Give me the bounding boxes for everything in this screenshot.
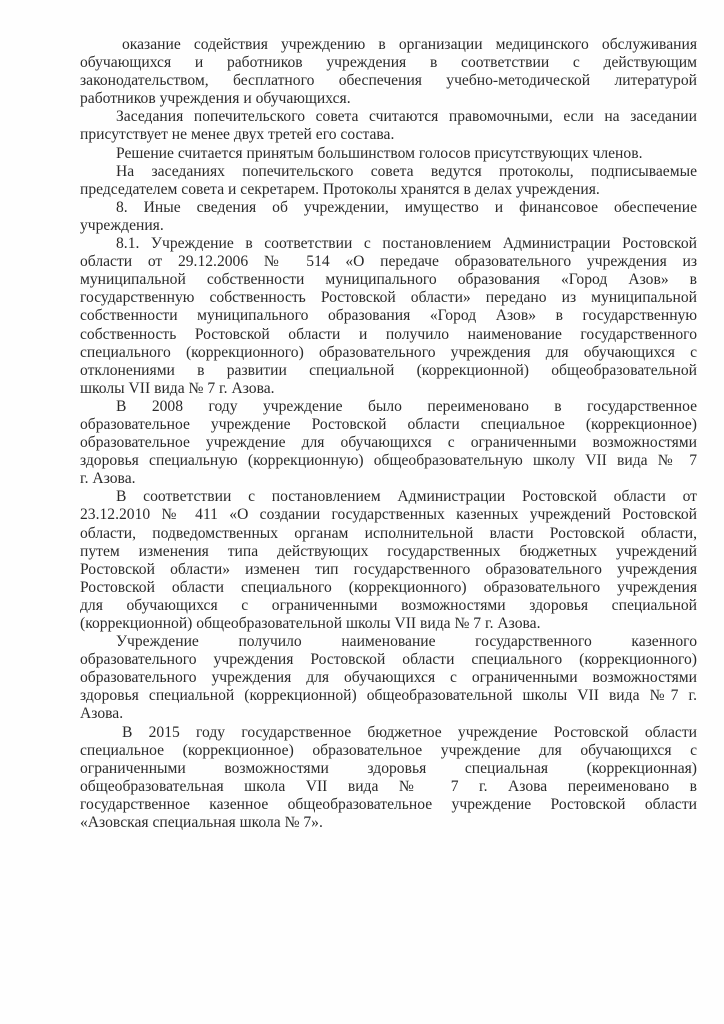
text-line: Учреждение получило наименование государственного казенного <box>116 633 697 651</box>
text-line: отклонениями в развитии специальной (коррекционной) общеобразовательной <box>80 361 697 379</box>
text-line: Ростовской области специального (коррекционного) образовательного учреждения <box>80 578 697 596</box>
text-line: Ростовской области» изменен тип государственного образовательного учреждения <box>80 560 697 578</box>
text-line: специальное (коррекционное) образовательное учреждение для обучающихся с <box>80 741 697 759</box>
text-line: законодательством, бесплатного обеспечения учебно-методической литературой <box>80 72 697 90</box>
text-line: образовательное учреждение для обучающихся с ограниченными возможностями <box>80 434 697 452</box>
text-line: В 2008 году учреждение было переименовано в государственное <box>116 397 697 415</box>
text-line: 8.1. Учреждение в соответствии с постановлением Администрации Ростовской <box>116 235 697 253</box>
text-line: здоровья специальную (коррекционную) общеобразовательную школу VII вида № 7 <box>80 452 697 470</box>
text-line: 8. Иные сведения об учреждении, имущество и финансовое обеспечение <box>116 198 697 216</box>
text-line: путем изменения типа действующих государственных бюджетных учреждений <box>80 542 697 560</box>
text-line: области от 29.12.2006 № 514 «О передаче образовательного учреждения из <box>80 253 697 271</box>
text-line: ограниченными возможностями здоровья специальная (коррекционная) <box>80 759 697 777</box>
text-line: оказание содействия учреждению в организации медицинского обслуживания <box>122 36 697 53</box>
text-line: г. Азова. <box>80 470 136 488</box>
text-line: области, подведомственных органам исполнительной власти Ростовской области, <box>80 524 697 542</box>
text-line: Азова. <box>80 705 124 723</box>
text-line: обучающихся и работников учреждения в соответствии с действующим <box>80 54 697 72</box>
text-line: образовательного учреждения Ростовской области специального (коррекционного) <box>80 651 697 669</box>
text-line: председателем совета и секретарем. Протоколы хранятся в делах учреждения. <box>80 180 600 198</box>
text-line: школы VII вида № 7 г. Азова. <box>80 379 275 397</box>
text-line: В соответствии с постановлением Администрации Ростовской области от <box>116 488 697 506</box>
text-line: В 2015 году государственное бюджетное учреждение Ростовской области <box>122 723 697 741</box>
text-line: общеобразовательная школа VII вида № 7 г. Азова переименовано в <box>80 777 697 795</box>
text-line: муниципальной собственности муниципального образования «Город Азов» в <box>80 271 697 289</box>
text-line: Заседания попечительского совета считаются правомочными, если на заседании <box>116 108 697 126</box>
text-line: работников учреждения и обучающихся. <box>80 90 351 108</box>
text-line: «Азовская специальная школа № 7». <box>80 814 323 832</box>
text-line: На заседаниях попечительского совета ведутся протоколы, подписываемые <box>116 162 697 180</box>
text-line: собственность Ростовской области и получило наименование государственного <box>80 325 697 343</box>
text-line: собственности муниципального образования «Город Азов» в государственную <box>80 307 697 325</box>
text-line: учреждения. <box>80 216 164 234</box>
text-line: Решение считается принятым большинством голосов присутствующих членов. <box>116 144 643 162</box>
document-body <box>80 36 697 832</box>
text-line: здоровья специальной (коррекционной) общеобразовательной школы VII вида №7 г. <box>80 687 697 705</box>
text-line: образовательного учреждения для обучающихся с ограниченными возможностями <box>80 669 697 687</box>
text-line: государственную собственность Ростовской области» передано из муниципальной <box>80 289 697 307</box>
text-line: (коррекционной) общеобразовательной школы VII вида № 7 г. Азова. <box>80 615 541 632</box>
text-line: присутствует не менее двух третей его состава. <box>80 126 395 144</box>
text-line: для обучающихся с ограниченными возможностями здоровья специальной <box>80 596 697 614</box>
text-line: государственное казенное общеобразовательное учреждение Ростовской области <box>80 795 697 813</box>
text-line: 23.12.2010 № 411 «О создании государственных казенных учреждений Ростовской <box>80 506 697 524</box>
text-line: образовательное учреждение Ростовской области специальное (коррекционное) <box>80 415 697 433</box>
text-line: специального (коррекционного) образовательного учреждения для обучающихся с <box>80 343 697 361</box>
